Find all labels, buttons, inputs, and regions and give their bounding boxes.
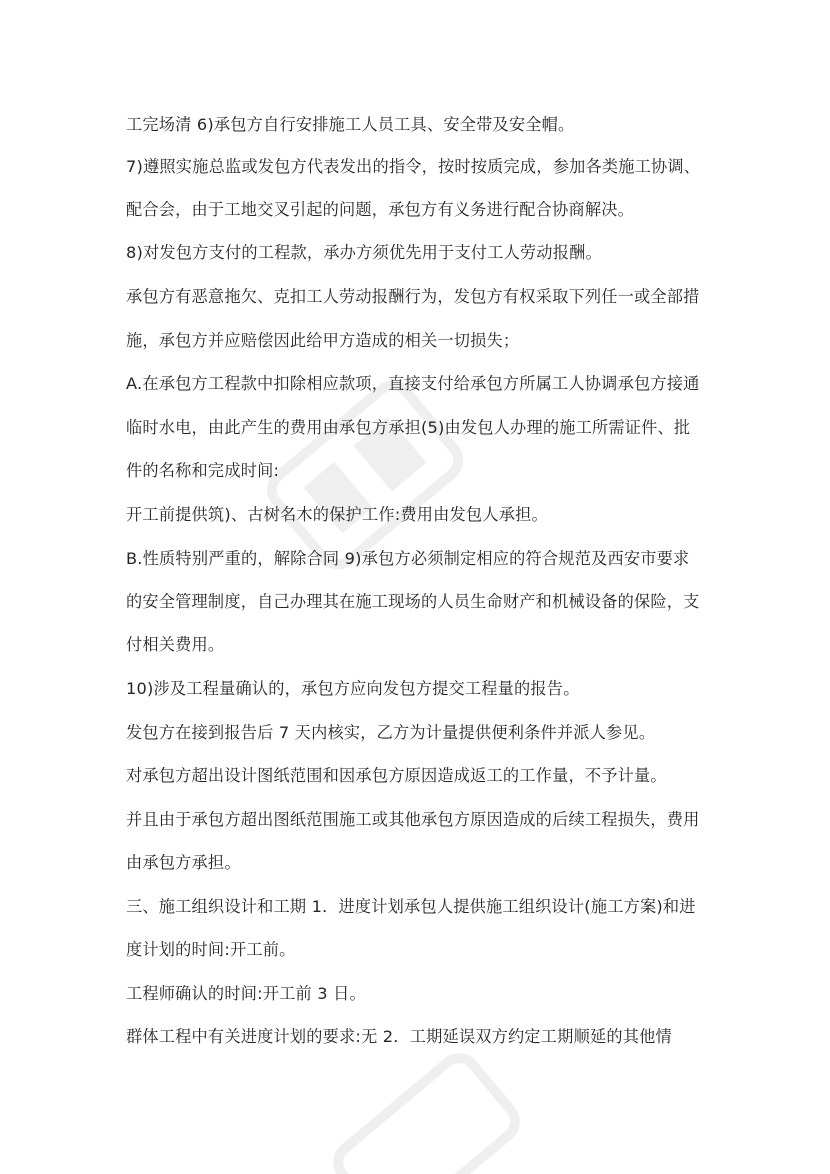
text-line: 配合会，由于工地交叉引起的问题，承包方有义务进行配合协商解决。 <box>126 200 635 219</box>
text-line: 7)遵照实施总监或发包方代表发出的指令，按时按质完成，参加各类施工协调、 <box>126 157 701 176</box>
text-line: 8)对发包方支付的工程款，承办方须优先用于支付工人劳动报酬。 <box>126 243 602 262</box>
text-line: 并且由于承包方超出图纸范围施工或其他承包方原因造成的后续工程损失，费用 <box>126 810 700 829</box>
text-line: 件的名称和完成时间: <box>126 461 280 480</box>
text-line: 付相关费用。 <box>126 635 225 654</box>
text-line: 开工前提供筑)、古树名木的保护工作:费用由发包人承担。 <box>126 505 548 524</box>
text-line: 工完场清 6)承包方自行安排施工人员工具、安全带及安全帽。 <box>126 115 575 134</box>
text-line: 发包方在接到报告后 7 天内核实，乙方为计量提供便利条件并派人参见。 <box>126 723 656 742</box>
text-line: 由承包方承担。 <box>126 853 241 872</box>
text-line: A.在承包方工程款中扣除相应款项，直接支付给承包方所属工人协调承包方接通 <box>126 374 700 393</box>
watermark-logo-icon <box>314 1033 537 1174</box>
text-line: 工程师确认的时间:开工前 3 日。 <box>126 984 366 1003</box>
text-line: 10)涉及工程量确认的，承包方应向发包方提交工程量的报告。 <box>126 679 580 698</box>
text-line: 群体工程中有关进度计划的要求:无 2．工期延误双方约定工期顺延的其他情 <box>126 1027 672 1046</box>
text-line: 施，承包方并应赔偿因此给甲方造成的相关一切损失； <box>126 331 520 350</box>
text-line: B.性质特别严重的，解除合同 9)承包方必须制定相应的符合规范及西安市要求 <box>126 549 690 568</box>
text-line: 三、施工组织设计和工期 1．进度计划承包人提供施工组织设计(施工方案)和进 <box>126 897 696 916</box>
text-line: 承包方有恶意拖欠、克扣工人劳动报酬行为，发包方有权采取下列任一或全部措 <box>126 287 700 306</box>
text-line: 度计划的时间:开工前。 <box>126 940 296 959</box>
text-line: 对承包方超出设计图纸范围和因承包方原因造成返工的工作量，不予计量。 <box>126 766 667 785</box>
text-line: 的安全管理制度，自己办理其在施工现场的人员生命财产和机械设备的保险，支 <box>126 592 700 611</box>
text-line: 临时水电，由此产生的费用由承包方承担(5)由发包人办理的施工所需证件、批 <box>126 418 691 437</box>
